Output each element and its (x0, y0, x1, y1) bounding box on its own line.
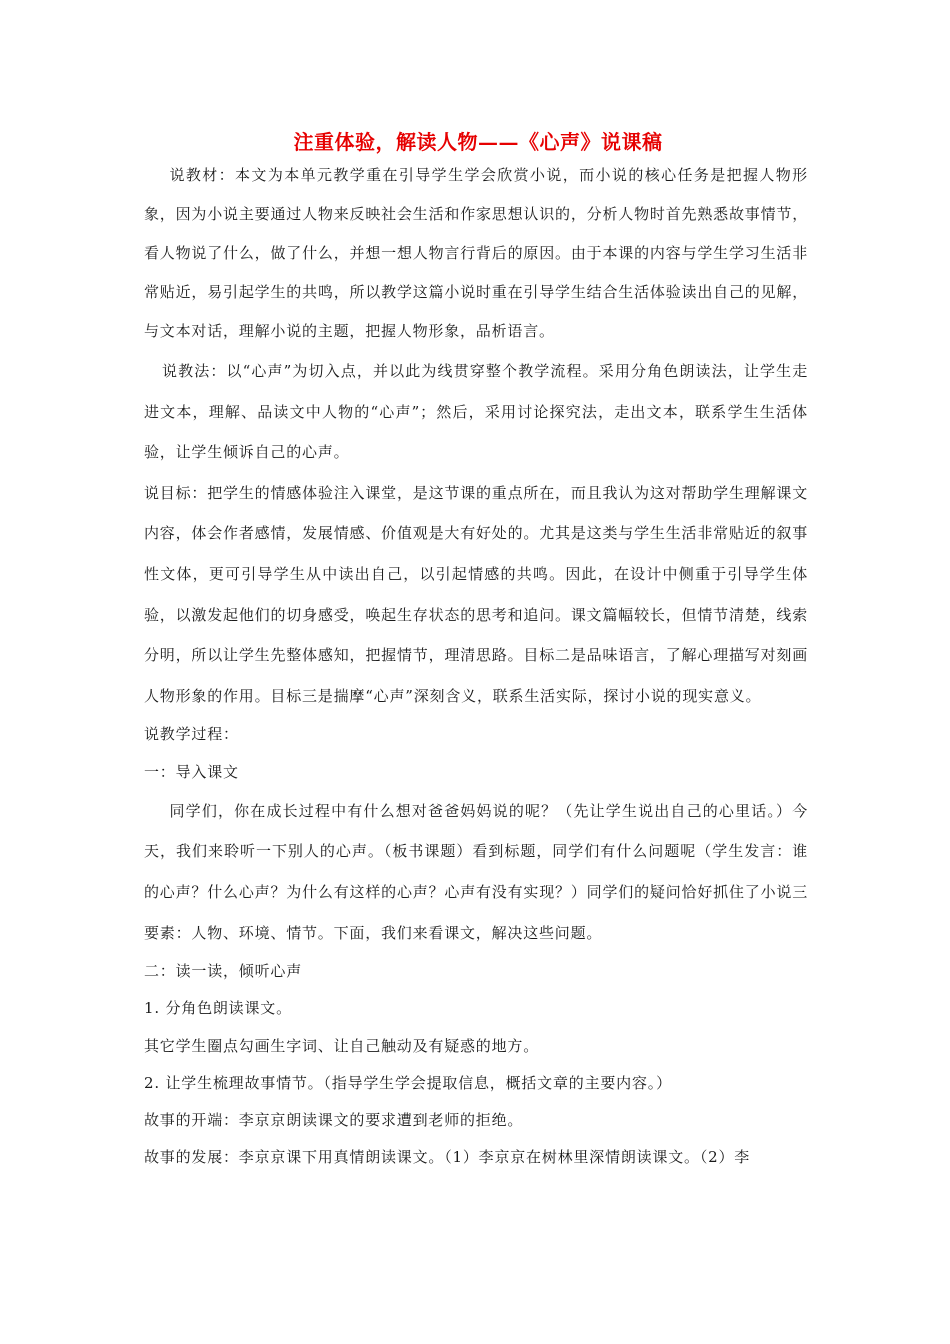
paragraph-teaching-method: 说教法：以“心声”为切入点，并以此为线贯穿整个教学流程。采用分角色朗读法，让学生走进文本，理解、品读文中人物的“心声”；然后，采用讨论探究法，走出文本，联系学生生活体验，让学生倾诉自己的心声。 (144, 362, 808, 462)
paragraph-objectives: 说目标：把学生的情感体验注入课堂，是这节课的重点所在，而且我认为这对帮助学生理解课文内容，体会作者感情，发展情感、价值观是大有好处的。尤其是这类与学生生活非常贴近的叙事性文体，更可引导学生从中读出自己，以引起情感的共鸣。因此，在设计中侧重于引导学生体验，以激发起他们的切身感受，唤起生存状态的思考和追问。课文篇幅较长，但情节清楚，线索分明，所以让学生先整体感知，把握情节，理清思路。目标二是品味语言，了解心理描写对刻画人物形象的作用。目标三是揣摩“心声”深刻含义，联系生活实际，探讨小说的现实意义。 (144, 483, 808, 705)
section-heading-step2: 二：读一读，倾听心声 (144, 962, 303, 981)
document-title: 注重体验，解读人物——《心声》说课稿 (293, 130, 663, 154)
paragraph-step1-body: 同学们，你在成长过程中有什么想对爸爸妈妈说的呢？（先让学生说出自己的心里话。）今天，我们来聆听一下别人的心声。（板书课题）看到标题，同学们有什么问题呢（学生发言：谁的心声？什么心声？为什么有这样的心声？心声有没有实现？）同学们的疑问恰好抓住了小说三要素：人物、环境、情节。下面，我们来看课文，解决这些问题。 (144, 801, 808, 942)
story-start: 故事的开端：李京京朗读课文的要求遭到老师的拒绝。 (144, 1110, 524, 1129)
list-item-2: 2. 让学生梳理故事情节。（指导学生学会提取信息，概括文章的主要内容。） (144, 1073, 672, 1092)
paragraph-teaching-material: 说教材：本文为本单元教学重在引导学生学会欣赏小说，而小说的核心任务是把握人物形象，因为小说主要通过人物来反映社会生活和作家思想认识的，分析人物时首先熟悉故事情节，看人物说了什么，做了什么，并想一想人物言行背后的原因。由于本课的内容与学生学习生活非常贴近，易引起学生的共鸣，所以教学这篇小说时重在引导学生结合生活体验读出自己的见解，与文本对话，理解小说的主题，把握人物形象，品析语言。 (144, 166, 808, 340)
section-heading-step1: 一：导入课文 (144, 762, 239, 781)
section-heading-process: 说教学过程： (144, 725, 239, 744)
document-page (144, 128, 808, 1176)
list-item-1: 1. 分角色朗读课文。 (144, 999, 292, 1018)
list-item-1-note: 其它学生圈点勾画生字词、让自己触动及有疑惑的地方。 (144, 1036, 540, 1055)
story-development: 故事的发展：李京京课下用真情朗读课文。（1）李京京在树林里深情朗读课文。（2）李 (144, 1148, 751, 1167)
